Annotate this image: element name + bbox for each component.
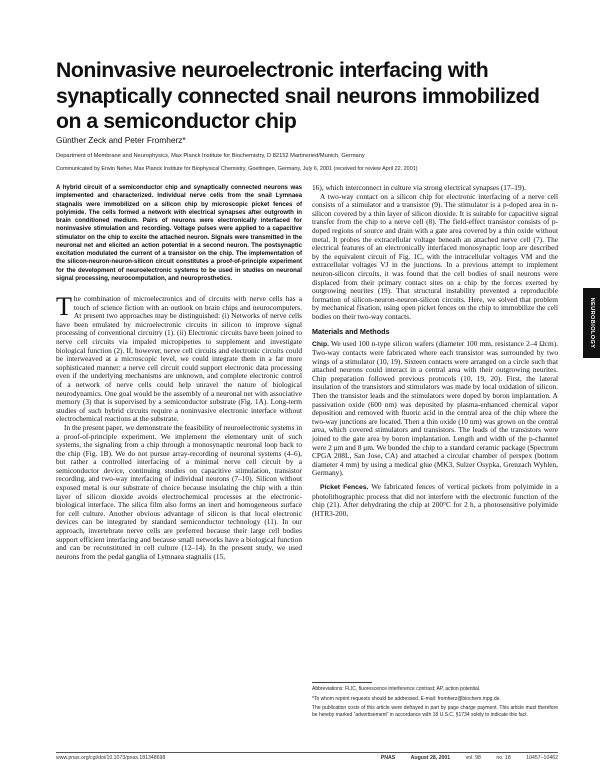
subsection-heading: Picket Fences.	[320, 484, 369, 491]
footnote-divider	[312, 682, 372, 683]
picket-text: We fabricated fences of vertical pickets from polyimide in a photolithographic process that did not interfere with the electronic function of the chip (21). After dehydrating the chip at 200°C for 2 h, a photosensitive polyimide (HTR3-200,	[312, 482, 558, 518]
doi-link[interactable]: www.pnas.org/cgi/doi/10.1073/pnas.181348698	[56, 755, 166, 761]
footnotes	[312, 686, 558, 721]
communication-note: Communicated by Erwin Neher, Max Planck Institute for Biophysical Chemistry, Goettingen, Germany, July 6, 2001 (received for review April 22, 2001)	[56, 166, 418, 172]
author-list: Günther Zeck and Peter Fromherz*	[56, 135, 186, 145]
affiliation: Department of Membrane and Neurophysics, Max Planck Institute for Biochemistry, D 82152 Martinsried/Munich, Germany	[56, 153, 365, 159]
citation-info	[367, 755, 558, 761]
right-column	[312, 184, 558, 518]
issue-number: no. 18	[496, 755, 511, 761]
abstract: A hybrid circuit of a semiconductor chip and synaptically connected neurons was implemented and characterized. Individual nerve cells from the snail Lymnaea stagnalis were immobilized on a silicon chip by microscopic picket fences of polyimide. The cells formed a network with electrical synapses after outgrowth in brain conditioned medium. Pairs of neurons were electronically interfaced for noninvasive stimulation and recording. Voltage pulses were applied to a capacitive stimulator on the chip to excite the attached neuron. Signals were transmitted in the neuronal net and elicited an action potential in a second neuron. The postsynaptic excitation modulated the current of a transistor on the chip. The implementation of the silicon-neuron-neuron-silicon circuit constitutes a proof-of-principle experiment for the development of neuroelectronic systems to be used in studies on neuronal signal processing, neurocomputation, and neuroprosthetics.	[56, 184, 302, 282]
section-heading: Materials and Methods	[312, 326, 390, 336]
section-tab-label: NEUROBIOLOGY	[588, 297, 595, 349]
issue-date: August 28, 2001	[410, 755, 451, 761]
intro-paragraph	[56, 292, 302, 424]
footer-divider	[56, 752, 558, 753]
footnote-correspondence: *To whom reprint requests should be addressed. E-mail: fromherz@biochem.mpg.de.	[312, 695, 501, 702]
paper-title: Noninvasive neuroelectronic interfacing with synaptically connected snail neurons immobilized on a semiconductor chip	[56, 59, 540, 134]
chip-paragraph	[312, 340, 558, 479]
picket-paragraph	[312, 483, 558, 518]
left-column	[56, 184, 302, 561]
section-tab	[583, 288, 600, 358]
drop-cap: T	[56, 292, 72, 321]
page-footer	[56, 755, 558, 765]
body-paragraph: A two-way contact on a silicon chip for electronic interfacing of a nerve cell consists of a stimulator and a transistor (9). The stimulator is a p-doped area in n-silicon covered by a thin layer of silicon dioxide. It is suitable for capacitive signal transfer from the chip to a nerve cell (8). The field-effect transistor consists of p-doped regions of source and drain with a gate area covered by a thin oxide without metal. It probes the extracellular voltage beneath an attached nerve cell (7). The electrical features of an electronically interfaced monosynaptic loop are described by the equivalent circuit of Fig. 1C, with the intracellular voltages VM and the extracellular voltages VJ in the junctions. In a previous attempt to implement neuron-silicon circuits, it was found that the cell bodies of snail neurons were displaced from their primary contact sites on a chip by the forces exerted by outgrowing neurites (19). That structural instability prevented a reproducible formation of silicon-neuron-neuron-silicon circuits. Here, we solved that problem by mechanical fixation, using open picket fences on the chip to immobilize the cell bodies on their two-way contacts.	[312, 191, 558, 321]
body-paragraph-continued: 16), which interconnect in culture via strong electrical synapses (17–19).	[312, 183, 526, 192]
journal-name: PNAS	[380, 755, 396, 761]
chip-text: We used 100 n-type silicon wafers (diameter 100 mm, resistance 2–4 Ωcm). Two-way contacts were fabricated where each transistor was surrounded by two wings of a stimulator (10, 19). Sixteen contacts were arranged on a circle such that attached neurons could interact in a central area with their outgrowing neurites. Chip preparation followed previous protocols (10, 19, 20). First, the lateral insulation of the transistors and stimulators was made by local oxidation of silicon. Then the transistor leads and the stimulators were doped by boron implantation. A passivation oxide (600 nm) was deposited by plasma-enhanced chemical vapor deposition and removed with fluoric acid in the central area of the chip where the two-way junctions are located. Then a thin oxide (10 nm) was grown on the central area, which covered stimulators and transistors. The leads of the transistors were joined to the gate area by boron implantation. Length and width of the p-channel were 2 μm and 8 μm. We bonded the chip to a standard ceramic package (Spectrum CPGA 208L, San Jose, CA) and attached a circular chamber of perspex (bottom diameter 4 mm) by using a medical glue (MK3, Sulzer Osypka, Grenzach Wyhlen, Germany).	[312, 338, 558, 478]
body-paragraph: In the present paper, we demonstrate the feasibility of neuroelectronic systems in a proof-of-principle experiment. We implement the elementary unit of such systems, the signaling from a chip through a monosynaptic neuronal loop back to the chip (Fig. 1B). We do not pursue array-recording of neuronal systems (4–6), but rather a controlled interfacing of a minimal nerve cell circuit by a semiconductor device, continuing studies on capacitive stimulation, transistor recording, and two-way interfacing of individual neurons (7–10). Silicon without exposed metal is our substrate of choice because insulating the chip with a thin layer of silicon dioxide avoids electrochemical processes at the electronic-biological interface. The silica film also forms an inert and homogeneous surface for cell culture. Another obvious advantage of silicon is that local electronic devices can be integrated by standard semiconductor technology (11). In our approach, invertebrate nerve cells are preferred because their large cell bodies support efficient interfacing and because small networks have a biological function and can be reconstituted in cell culture (12–14). In the present study, we used neurons from the pedal ganglia of Lymnaea stagnalis (15,	[56, 422, 302, 561]
footnote-publication: The publication costs of this article were defrayed in part by page charge payment. This article must therefore be hereby marked “advertisement” in accordance with 18 U.S.C. §1734 solely to indicate this fact.	[312, 705, 558, 718]
footnote-abbreviations: Abbreviations: FLIC, fluorescence interference contrast; AP, action potential.	[312, 686, 481, 692]
intro-text: he combination of microelectronics and of circuits with nerve cells has a touch of science fiction with an outlook on brain chips and neurocomputers. At present two approaches may be distinguished: (i) Networks of nerve cells have been emulated by microelectronic circuits in silicon to improve signal processing of conventional circuitry (1). (ii) Electronic circuits have been joined to nerve cell circuits via impaled micropipettes to supplement and investigate biological function (2). If, however, nerve cell circuits and electronic circuits could be interweaved at a microscopic level, we could integrate them in a far more sophisticated manner: a nerve cell circuit could support electronic data processing even if the underlying mechanisms are unknown, and complete electronic control of a network of nerve cells could help unravel the nature of biological neurodynamics. One goal would be the assembly of a neuronal net with associative memory (3) that is supervised by a semiconductor substrate (Fig. 1A). Long-term studies of such hybrid circuits require a noninvasive electronic interface without electrochemical reactions at the substrate.	[56, 294, 302, 424]
page-range: 10457–10462	[526, 755, 558, 761]
volume: vol. 98	[465, 755, 481, 761]
subsection-heading: Chip.	[312, 340, 329, 348]
